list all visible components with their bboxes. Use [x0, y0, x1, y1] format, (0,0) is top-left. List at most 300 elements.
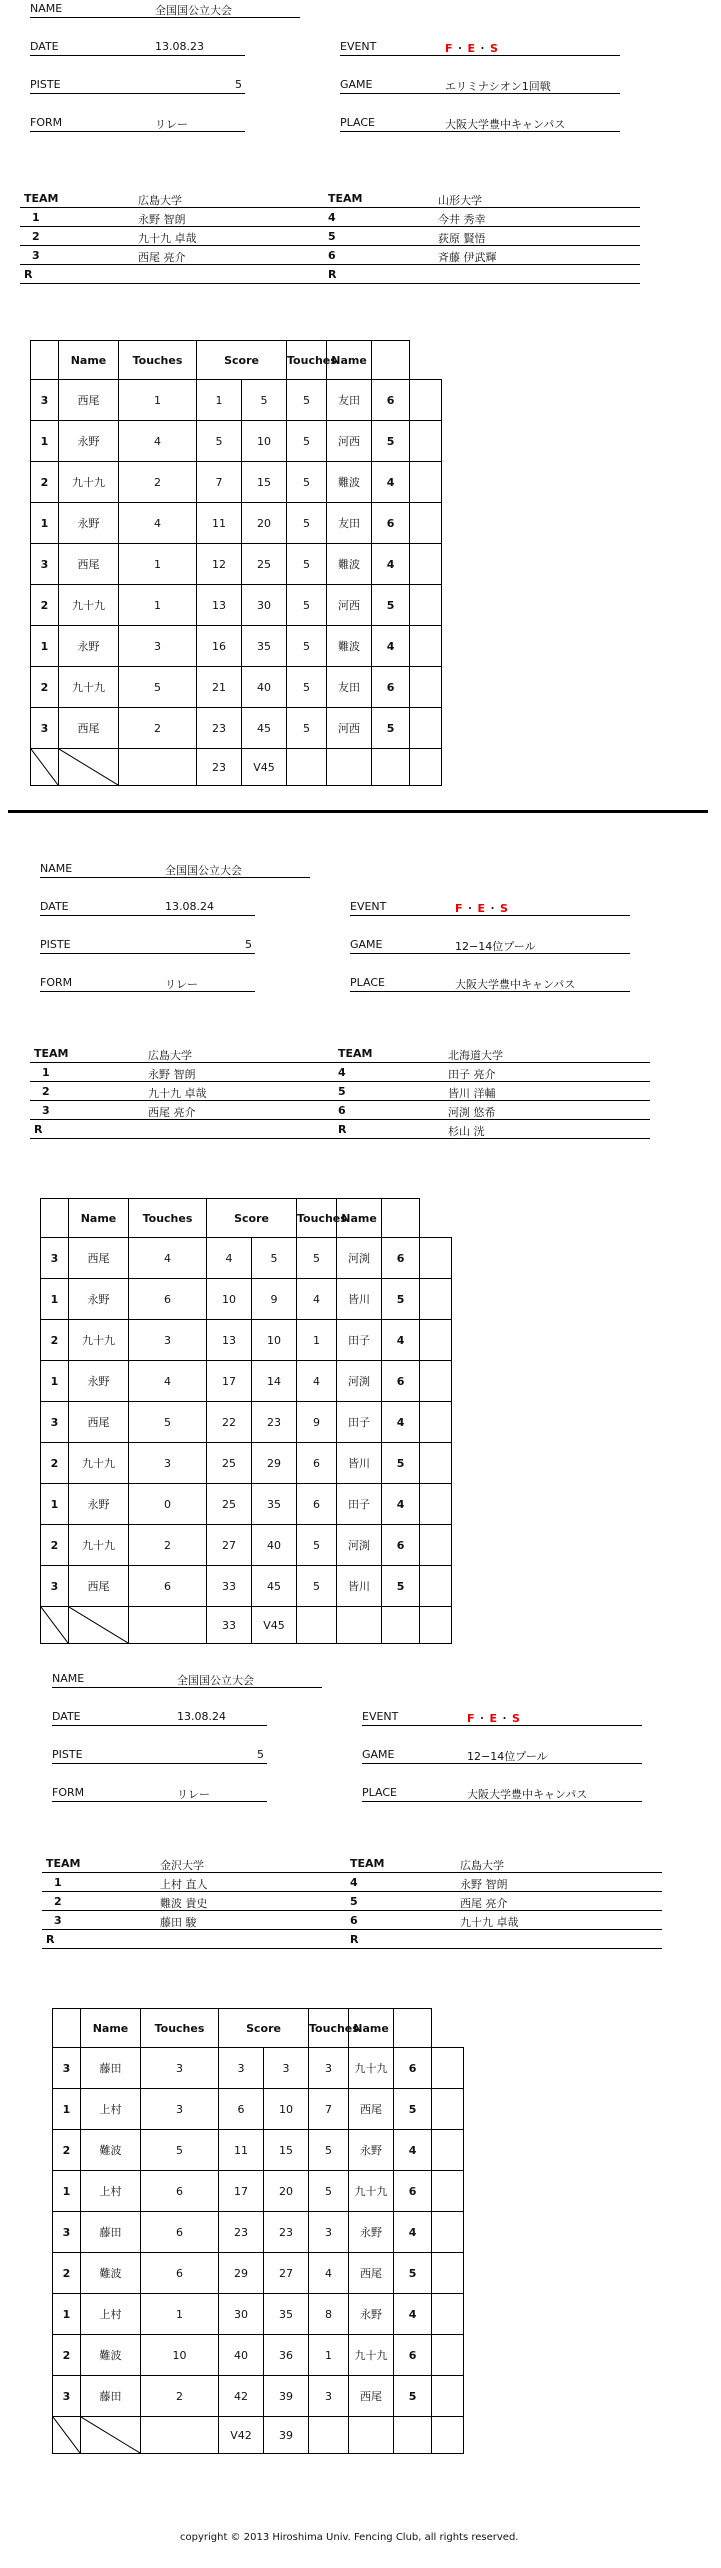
left-fencer: 永野 [69, 1484, 129, 1525]
member-name: 河渕 悠希 [448, 1106, 496, 1119]
left-fencer: 難波 [81, 2130, 141, 2171]
field-underline [30, 93, 245, 94]
left-fencer: 難波 [81, 2253, 141, 2294]
member-name: 斉藤 伊武輝 [438, 251, 497, 264]
header-cell: Touches [141, 2009, 219, 2048]
left-order: 1 [31, 626, 59, 667]
right-fencer: 難波 [327, 626, 372, 667]
right-score: 9 [252, 1279, 297, 1320]
member-order: 2 [54, 1895, 62, 1908]
left-touches: 6 [141, 2171, 219, 2212]
left-fencer: 西尾 [69, 1238, 129, 1279]
right-fencer: 田子 [337, 1402, 382, 1443]
right-fencer: 田子 [337, 1484, 382, 1525]
final-right-score: V45 [242, 749, 287, 786]
header-field [52, 1672, 322, 1688]
team-row [42, 1912, 662, 1930]
header-cell [53, 2009, 81, 2048]
field-underline [40, 991, 255, 992]
member-order: 5 [350, 1895, 358, 1908]
right-touches: 5 [287, 667, 327, 708]
team-label: TEAM [328, 192, 363, 205]
left-touches: 2 [119, 462, 197, 503]
event-letter: F [445, 42, 455, 55]
header-cell: Touches [287, 341, 327, 380]
member-order: 6 [328, 249, 336, 262]
right-score: 20 [242, 503, 287, 544]
header-cell: Name [69, 1199, 129, 1238]
field-value: 12−14位プール [467, 1750, 548, 1763]
left-score: 17 [219, 2171, 264, 2212]
final-left-score: 33 [207, 1607, 252, 1644]
left-score: 33 [207, 1566, 252, 1607]
table-row [31, 544, 442, 585]
field-underline [40, 915, 255, 916]
team-row [20, 209, 640, 227]
empty-cell [432, 2130, 464, 2171]
right-order: 4 [382, 1320, 420, 1361]
member-name: 藤田 駿 [160, 1916, 197, 1929]
left-touches: 4 [119, 421, 197, 462]
reserve-label: R [46, 1933, 55, 1946]
table-row [53, 2253, 464, 2294]
right-touches: 5 [287, 585, 327, 626]
left-touches: 4 [119, 503, 197, 544]
team-row [20, 247, 640, 265]
field-value: 大阪大学豊中キャンパス [445, 118, 566, 131]
field-underline [340, 93, 620, 94]
left-order: 2 [41, 1525, 69, 1566]
empty-cell [394, 2417, 432, 2454]
table-row [41, 1566, 452, 1607]
empty-cell [337, 1607, 382, 1644]
field-label: PISTE [52, 1748, 83, 1761]
left-touches: 4 [129, 1361, 207, 1402]
right-order: 6 [372, 380, 410, 421]
event-value [445, 40, 500, 56]
empty-cell [382, 1607, 420, 1644]
event-separator: ・ [464, 902, 478, 915]
empty-cell [297, 1607, 337, 1644]
left-order: 2 [53, 2335, 81, 2376]
member-order: 4 [338, 1066, 346, 1079]
header-field [350, 938, 630, 954]
empty-cell [420, 1607, 452, 1644]
left-score: 1 [197, 380, 242, 421]
field-label: EVENT [362, 1710, 399, 1723]
diagonal-line [53, 2417, 80, 2453]
right-touches: 1 [297, 1320, 337, 1361]
right-order: 6 [394, 2171, 432, 2212]
left-score: 4 [207, 1238, 252, 1279]
field-label: PISTE [30, 78, 61, 91]
event-separator: ・ [499, 1712, 513, 1725]
member-order: 3 [54, 1914, 62, 1927]
header-cell: Touches [309, 2009, 349, 2048]
field-value: 全国国公立大会 [155, 4, 232, 17]
left-order: 2 [41, 1443, 69, 1484]
table-row [53, 2048, 464, 2089]
member-order: 5 [328, 230, 336, 243]
team-name: 北海道大学 [448, 1049, 503, 1062]
right-fencer: 皆川 [337, 1279, 382, 1320]
right-order: 6 [372, 503, 410, 544]
right-score: 15 [264, 2130, 309, 2171]
right-score: 40 [252, 1525, 297, 1566]
field-underline [362, 1763, 642, 1764]
member-order: 5 [338, 1085, 346, 1098]
event-value [455, 900, 510, 916]
header-field [362, 1786, 642, 1802]
header-cell: Name [59, 341, 119, 380]
left-fencer: 藤田 [81, 2048, 141, 2089]
left-score: 25 [207, 1484, 252, 1525]
event-letter: E [467, 42, 478, 55]
left-fencer: 藤田 [81, 2376, 141, 2417]
left-fencer: 九十九 [69, 1525, 129, 1566]
right-touches: 5 [309, 2171, 349, 2212]
right-order: 5 [382, 1566, 420, 1607]
header-cell [394, 2009, 432, 2048]
table-row [31, 626, 442, 667]
right-touches: 3 [309, 2376, 349, 2417]
right-fencer: 友田 [327, 667, 372, 708]
left-order: 3 [41, 1238, 69, 1279]
team-row [30, 1121, 650, 1139]
left-touches: 1 [141, 2294, 219, 2335]
field-label: FORM [52, 1786, 85, 1799]
left-touches: 5 [141, 2130, 219, 2171]
left-fencer: 永野 [59, 626, 119, 667]
left-order: 1 [31, 421, 59, 462]
left-order: 1 [41, 1279, 69, 1320]
member-name: 今井 秀幸 [438, 213, 486, 226]
left-score: 6 [219, 2089, 264, 2130]
header-field [30, 116, 245, 132]
right-touches: 4 [297, 1361, 337, 1402]
left-score: 30 [219, 2294, 264, 2335]
left-score: 40 [219, 2335, 264, 2376]
field-value: 13.08.24 [177, 1710, 226, 1723]
right-order: 4 [394, 2130, 432, 2171]
team-row [42, 1874, 662, 1892]
right-score: 35 [264, 2294, 309, 2335]
member-name: 西尾 亮介 [148, 1106, 196, 1119]
member-order: 1 [42, 1066, 50, 1079]
member-order: 4 [328, 211, 336, 224]
left-score: 27 [207, 1525, 252, 1566]
field-value: 5 [245, 938, 252, 951]
table-row [53, 2212, 464, 2253]
left-touches: 4 [129, 1238, 207, 1279]
right-fencer: 皆川 [337, 1566, 382, 1607]
table-row [31, 503, 442, 544]
left-touches: 3 [129, 1320, 207, 1361]
team-name: 広島大学 [138, 194, 182, 207]
member-name: 田子 亮介 [448, 1068, 496, 1081]
right-score: 35 [242, 626, 287, 667]
empty-cell [372, 749, 410, 786]
left-fencer: 西尾 [69, 1402, 129, 1443]
left-touches: 6 [129, 1279, 207, 1320]
field-label: PLACE [340, 116, 375, 129]
left-score: 12 [197, 544, 242, 585]
member-order: 1 [32, 211, 40, 224]
left-order: 3 [31, 708, 59, 749]
right-touches: 7 [309, 2089, 349, 2130]
field-underline [52, 1725, 267, 1726]
table-row [53, 2171, 464, 2212]
field-label: GAME [362, 1748, 395, 1761]
team-row [30, 1083, 650, 1101]
diagonal-cell [53, 2417, 81, 2454]
field-label: GAME [340, 78, 373, 91]
right-fencer: 難波 [327, 462, 372, 503]
left-score: 13 [207, 1320, 252, 1361]
left-touches: 1 [119, 585, 197, 626]
left-score: 17 [207, 1361, 252, 1402]
right-order: 5 [372, 708, 410, 749]
header-field [362, 1710, 642, 1726]
left-touches: 2 [119, 708, 197, 749]
table-row [31, 667, 442, 708]
field-underline [40, 877, 310, 878]
copyright-text: copyright © 2013 Hiroshima Univ. Fencing Club, all rights reserved. [180, 2532, 519, 2543]
left-touches: 2 [129, 1525, 207, 1566]
field-label: NAME [30, 2, 63, 15]
right-order: 4 [394, 2212, 432, 2253]
left-touches: 1 [119, 380, 197, 421]
member-order: 2 [42, 1085, 50, 1098]
empty-cell [410, 421, 442, 462]
diagonal-line [59, 749, 118, 785]
diagonal-cell [59, 749, 119, 786]
header-cell [382, 1199, 420, 1238]
team-row [42, 1855, 662, 1873]
event-separator: ・ [487, 902, 501, 915]
left-score: 16 [197, 626, 242, 667]
empty-cell [349, 2417, 394, 2454]
left-score: 11 [219, 2130, 264, 2171]
right-fencer: 九十九 [349, 2335, 394, 2376]
empty-cell [410, 380, 442, 421]
team-row [30, 1045, 650, 1063]
empty-cell [420, 1443, 452, 1484]
right-score: 20 [264, 2171, 309, 2212]
reserve-label: R [350, 1933, 359, 1946]
right-order: 4 [382, 1484, 420, 1525]
team-label: TEAM [338, 1047, 373, 1060]
right-touches: 3 [309, 2048, 349, 2089]
left-order: 2 [31, 667, 59, 708]
field-underline [40, 953, 255, 954]
right-touches: 5 [297, 1238, 337, 1279]
team-label: TEAM [34, 1047, 69, 1060]
left-score: 11 [197, 503, 242, 544]
empty-cell [410, 585, 442, 626]
left-fencer: 永野 [59, 503, 119, 544]
field-value: 全国国公立大会 [165, 864, 242, 877]
field-underline [362, 1801, 642, 1802]
event-letter: E [477, 902, 488, 915]
right-order: 4 [372, 462, 410, 503]
header-cell: Touches [119, 341, 197, 380]
event-letter: F [467, 1712, 477, 1725]
field-label: EVENT [340, 40, 377, 53]
right-score: 30 [242, 585, 287, 626]
team-label: TEAM [350, 1857, 385, 1870]
event-value [467, 1710, 522, 1726]
left-order: 3 [53, 2376, 81, 2417]
left-fencer: 西尾 [59, 380, 119, 421]
header-field [52, 1710, 267, 1726]
left-score: 21 [197, 667, 242, 708]
right-fencer: 河西 [327, 708, 372, 749]
right-score: 36 [264, 2335, 309, 2376]
left-fencer: 上村 [81, 2089, 141, 2130]
member-order: 6 [350, 1914, 358, 1927]
left-touches: 5 [129, 1402, 207, 1443]
left-order: 1 [53, 2294, 81, 2335]
right-score: 45 [242, 708, 287, 749]
diagonal-line [31, 749, 58, 785]
reserve-name: 杉山 洸 [448, 1125, 485, 1138]
bout-table [40, 1198, 452, 1644]
member-order: 3 [32, 249, 40, 262]
empty-cell [432, 2376, 464, 2417]
field-value: 5 [257, 1748, 264, 1761]
left-score: 22 [207, 1402, 252, 1443]
table-header-row [53, 2009, 464, 2048]
left-order: 2 [53, 2253, 81, 2294]
left-touches: 6 [129, 1566, 207, 1607]
right-score: 40 [242, 667, 287, 708]
header-cell: Score [219, 2009, 309, 2048]
field-label: PLACE [362, 1786, 397, 1799]
left-order: 1 [53, 2089, 81, 2130]
team-row [42, 1931, 662, 1949]
field-label: FORM [30, 116, 63, 129]
right-touches: 6 [297, 1443, 337, 1484]
right-order: 5 [394, 2376, 432, 2417]
team-row [30, 1064, 650, 1082]
empty-cell [309, 2417, 349, 2454]
right-touches: 5 [297, 1566, 337, 1607]
left-fencer: 西尾 [59, 708, 119, 749]
right-touches: 5 [287, 462, 327, 503]
member-name: 永野 智朗 [148, 1068, 196, 1081]
empty-cell [410, 708, 442, 749]
left-score: 10 [207, 1279, 252, 1320]
left-order: 1 [31, 503, 59, 544]
member-name: 荻原 賢悟 [438, 232, 486, 245]
right-touches: 6 [297, 1484, 337, 1525]
left-order: 2 [31, 462, 59, 503]
header-field [40, 900, 255, 916]
left-score: 25 [207, 1443, 252, 1484]
empty-cell [420, 1566, 452, 1607]
final-right-score: V45 [252, 1607, 297, 1644]
right-fencer: 田子 [337, 1320, 382, 1361]
diagonal-cell [41, 1607, 69, 1644]
left-touches: 3 [129, 1443, 207, 1484]
right-touches: 3 [309, 2212, 349, 2253]
final-score-row [31, 749, 442, 786]
left-fencer: 西尾 [69, 1566, 129, 1607]
left-fencer: 上村 [81, 2171, 141, 2212]
diagonal-line [41, 1607, 68, 1643]
left-order: 2 [53, 2130, 81, 2171]
left-fencer: 難波 [81, 2335, 141, 2376]
field-underline [52, 1801, 267, 1802]
field-label: NAME [40, 862, 73, 875]
table-row [31, 585, 442, 626]
header-cell: Name [327, 341, 372, 380]
bout-table [52, 2008, 464, 2454]
left-touches: 2 [141, 2376, 219, 2417]
left-score: 3 [219, 2048, 264, 2089]
header-field [40, 862, 310, 878]
empty-cell [420, 1484, 452, 1525]
right-order: 5 [382, 1279, 420, 1320]
team-row [20, 228, 640, 246]
empty-cell [327, 749, 372, 786]
left-touches: 6 [141, 2253, 219, 2294]
header-cell [41, 1199, 69, 1238]
header-cell: Score [197, 341, 287, 380]
right-order: 6 [394, 2335, 432, 2376]
event-letter: F [455, 902, 465, 915]
right-order: 6 [382, 1525, 420, 1566]
empty-cell [410, 667, 442, 708]
field-underline [30, 131, 245, 132]
event-letter: S [512, 1712, 522, 1725]
field-value: リレー [165, 978, 198, 991]
left-fencer: 上村 [81, 2294, 141, 2335]
member-order: 4 [350, 1876, 358, 1889]
table-row [53, 2335, 464, 2376]
field-underline [30, 55, 245, 56]
right-fencer: 河渕 [337, 1238, 382, 1279]
right-touches: 5 [287, 544, 327, 585]
member-name: 永野 智朗 [460, 1878, 508, 1891]
team-name: 金沢大学 [160, 1859, 204, 1872]
diagonal-line [69, 1607, 128, 1643]
left-fencer: 永野 [69, 1279, 129, 1320]
header-field [350, 900, 630, 916]
right-order: 5 [394, 2253, 432, 2294]
left-order: 3 [31, 380, 59, 421]
field-underline [340, 131, 620, 132]
right-touches: 5 [297, 1525, 337, 1566]
left-touches: 3 [119, 626, 197, 667]
member-order: 1 [54, 1876, 62, 1889]
member-order: 6 [338, 1104, 346, 1117]
member-order: 3 [42, 1104, 50, 1117]
empty-cell [287, 749, 327, 786]
left-score: 5 [197, 421, 242, 462]
team-name: 山形大学 [438, 194, 482, 207]
member-name: 西尾 亮介 [138, 251, 186, 264]
left-order: 3 [53, 2212, 81, 2253]
empty-cell [420, 1361, 452, 1402]
event-separator: ・ [477, 42, 491, 55]
right-order: 4 [382, 1402, 420, 1443]
left-score: 42 [219, 2376, 264, 2417]
field-value: 12−14位プール [455, 940, 536, 953]
table-row [41, 1443, 452, 1484]
right-order: 6 [372, 667, 410, 708]
